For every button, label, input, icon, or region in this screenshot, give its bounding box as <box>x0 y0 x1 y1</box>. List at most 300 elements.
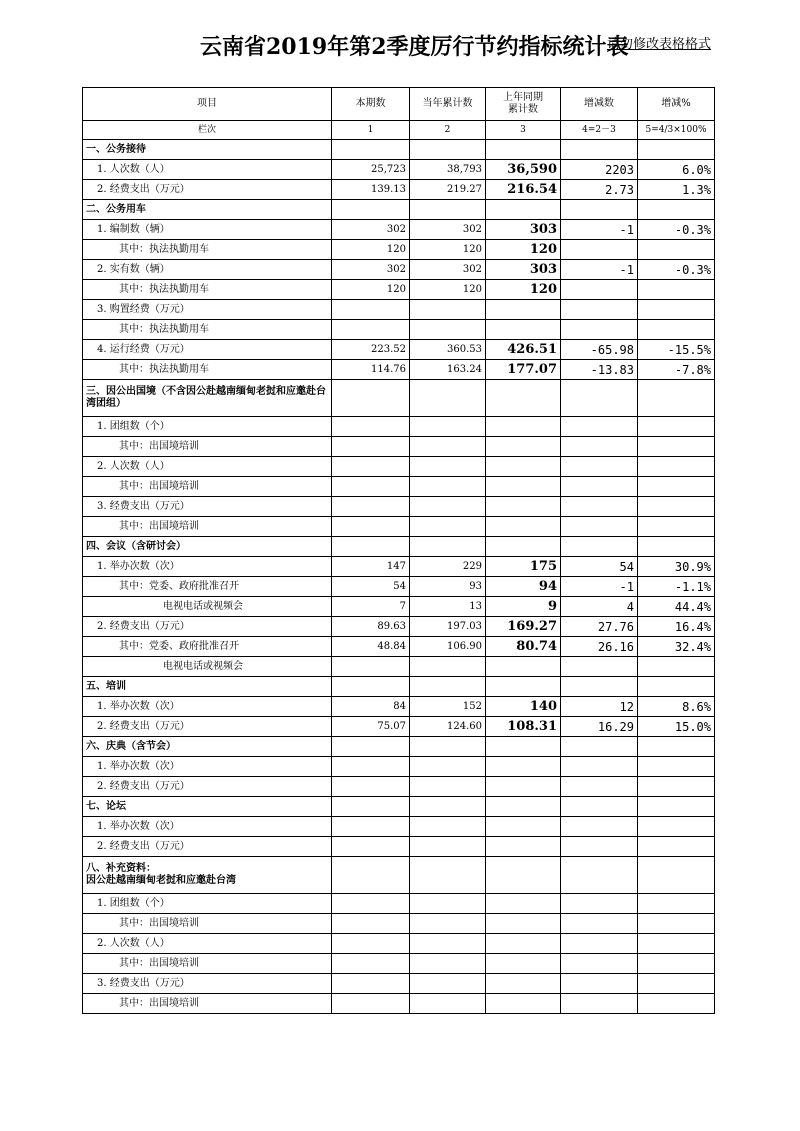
value-cell: 140 <box>486 697 561 717</box>
table-row <box>83 697 715 717</box>
item-label: 2. 人次数（人） <box>83 934 332 954</box>
item-label: 其中：出国境培训 <box>83 517 332 537</box>
value-cell: 7 <box>332 597 410 617</box>
value-cell: 147 <box>332 557 410 577</box>
value-cell <box>561 974 638 994</box>
value-cell <box>486 457 561 477</box>
value-cell: -15.5% <box>638 340 715 360</box>
value-cell <box>332 320 410 340</box>
table-row <box>83 280 715 300</box>
table-row <box>83 894 715 914</box>
item-label: 4. 运行经费（万元） <box>83 340 332 360</box>
value-cell: -7.8% <box>638 360 715 380</box>
section-row <box>83 537 715 557</box>
value-cell: 9 <box>486 597 561 617</box>
value-cell <box>486 954 561 974</box>
item-label: 四、会议（含研讨会） <box>83 537 332 557</box>
index-cell: 4=2－3 <box>561 121 638 140</box>
value-cell <box>410 477 486 497</box>
table-row <box>83 837 715 857</box>
value-cell <box>410 837 486 857</box>
table-row <box>83 597 715 617</box>
value-cell <box>332 677 410 697</box>
value-cell: 16.29 <box>561 717 638 737</box>
table-row <box>83 517 715 537</box>
table-row <box>83 557 715 577</box>
value-cell: 84 <box>332 697 410 717</box>
value-cell <box>410 517 486 537</box>
value-cell: 94 <box>486 577 561 597</box>
value-cell: 302 <box>332 220 410 240</box>
value-cell: 26.16 <box>561 637 638 657</box>
value-cell <box>486 537 561 557</box>
value-cell <box>410 437 486 457</box>
value-cell <box>638 517 715 537</box>
value-cell <box>332 200 410 220</box>
value-cell: 2203 <box>561 160 638 180</box>
value-cell: 223.52 <box>332 340 410 360</box>
item-label: 其中：出国境培训 <box>83 914 332 934</box>
value-cell: -13.83 <box>561 360 638 380</box>
table-row <box>83 360 715 380</box>
value-cell: 175 <box>486 557 561 577</box>
value-cell <box>486 300 561 320</box>
value-cell <box>332 974 410 994</box>
value-cell: 93 <box>410 577 486 597</box>
section-row <box>83 797 715 817</box>
value-cell <box>561 240 638 260</box>
value-cell <box>638 477 715 497</box>
value-cell: 38,793 <box>410 160 486 180</box>
value-cell <box>486 797 561 817</box>
value-cell <box>561 914 638 934</box>
item-label: 3. 经费支出（万元） <box>83 974 332 994</box>
value-cell: 303 <box>486 220 561 240</box>
value-cell: 75.07 <box>332 717 410 737</box>
value-cell <box>561 477 638 497</box>
item-label: 其中：执法执勤用车 <box>83 240 332 260</box>
value-cell <box>561 320 638 340</box>
table-row <box>83 617 715 637</box>
table-row <box>83 497 715 517</box>
value-cell <box>638 737 715 757</box>
value-cell <box>486 677 561 697</box>
value-cell: -65.98 <box>561 340 638 360</box>
item-label: 三、因公出国境（不含因公赴越南缅甸老挝和应邀赴台湾团组） <box>83 380 332 417</box>
value-cell: 229 <box>410 557 486 577</box>
value-cell <box>410 537 486 557</box>
value-cell <box>486 857 561 894</box>
value-cell <box>561 894 638 914</box>
value-cell <box>561 934 638 954</box>
item-label: 其中：出国境培训 <box>83 477 332 497</box>
value-cell <box>561 437 638 457</box>
value-cell: 1.3% <box>638 180 715 200</box>
value-cell <box>486 417 561 437</box>
value-cell <box>638 240 715 260</box>
value-cell <box>486 320 561 340</box>
value-cell <box>561 994 638 1014</box>
value-cell: 197.03 <box>410 617 486 637</box>
value-cell <box>638 300 715 320</box>
value-cell: 54 <box>332 577 410 597</box>
value-cell <box>410 737 486 757</box>
table-row <box>83 934 715 954</box>
index-cell: 2 <box>410 121 486 140</box>
value-cell <box>486 777 561 797</box>
value-cell <box>638 757 715 777</box>
value-cell <box>638 954 715 974</box>
value-cell: 302 <box>332 260 410 280</box>
value-cell <box>332 777 410 797</box>
value-cell <box>561 517 638 537</box>
item-label: 电视电话或视频会 <box>83 597 332 617</box>
item-label: 其中：执法执勤用车 <box>83 320 332 340</box>
value-cell: -1.1% <box>638 577 715 597</box>
value-cell: 120 <box>410 280 486 300</box>
value-cell <box>332 140 410 160</box>
value-cell: 216.54 <box>486 180 561 200</box>
index-row <box>83 121 715 140</box>
item-label: 八、补充资料： 因公赴越南缅甸老挝和应邀赴台湾 <box>83 857 332 894</box>
value-cell <box>410 857 486 894</box>
value-cell <box>638 280 715 300</box>
item-label: 六、庆典（含节会） <box>83 737 332 757</box>
item-label: 电视电话或视频会 <box>83 657 332 677</box>
item-label: 2. 经费支出（万元） <box>83 777 332 797</box>
value-cell: -1 <box>561 577 638 597</box>
value-cell: 120 <box>486 280 561 300</box>
value-cell <box>486 817 561 837</box>
item-label: 2. 经费支出（万元） <box>83 837 332 857</box>
value-cell <box>561 380 638 417</box>
index-cell: 栏次 <box>83 121 332 140</box>
value-cell <box>410 320 486 340</box>
value-cell: 120 <box>332 280 410 300</box>
value-cell <box>638 817 715 837</box>
item-label: 2. 经费支出（万元） <box>83 617 332 637</box>
index-cell: 5=4/3×100% <box>638 121 715 140</box>
value-cell <box>561 757 638 777</box>
value-cell <box>332 657 410 677</box>
value-cell <box>561 497 638 517</box>
value-cell: 89.63 <box>332 617 410 637</box>
value-cell <box>638 417 715 437</box>
table-row <box>83 260 715 280</box>
value-cell: 302 <box>410 220 486 240</box>
value-cell: 54 <box>561 557 638 577</box>
value-cell <box>332 417 410 437</box>
item-label: 2. 经费支出（万元） <box>83 717 332 737</box>
value-cell <box>561 280 638 300</box>
value-cell <box>561 417 638 437</box>
value-cell: 25,723 <box>332 160 410 180</box>
item-label: 2. 人次数（人） <box>83 457 332 477</box>
value-cell <box>561 537 638 557</box>
value-cell <box>332 817 410 837</box>
table-row <box>83 817 715 837</box>
value-cell <box>410 657 486 677</box>
value-cell <box>410 797 486 817</box>
value-cell <box>486 994 561 1014</box>
value-cell: 2.73 <box>561 180 638 200</box>
value-cell: 120 <box>332 240 410 260</box>
section-row <box>83 140 715 160</box>
item-label: 其中：出国境培训 <box>83 437 332 457</box>
value-cell: 6.0% <box>638 160 715 180</box>
value-cell <box>332 994 410 1014</box>
value-cell <box>561 657 638 677</box>
value-cell <box>332 914 410 934</box>
item-label: 2. 实有数（辆） <box>83 260 332 280</box>
item-label: 其中：执法执勤用车 <box>83 280 332 300</box>
value-cell <box>410 677 486 697</box>
table-row <box>83 994 715 1014</box>
item-label: 1. 团组数（个） <box>83 894 332 914</box>
value-cell <box>332 437 410 457</box>
value-cell: -1 <box>561 260 638 280</box>
value-cell <box>486 914 561 934</box>
table-row <box>83 577 715 597</box>
table-row <box>83 300 715 320</box>
item-label: 1. 举办次数（次） <box>83 817 332 837</box>
value-cell <box>486 497 561 517</box>
value-cell <box>410 817 486 837</box>
value-cell <box>486 437 561 457</box>
item-label: 五、培训 <box>83 677 332 697</box>
value-cell: 4 <box>561 597 638 617</box>
value-cell <box>638 837 715 857</box>
table-row <box>83 477 715 497</box>
item-label: 其中：出国境培训 <box>83 954 332 974</box>
table-row <box>83 220 715 240</box>
value-cell: 152 <box>410 697 486 717</box>
value-cell <box>638 437 715 457</box>
value-cell <box>410 757 486 777</box>
table-row <box>83 457 715 477</box>
statistics-table <box>82 87 715 1014</box>
value-cell: -0.3% <box>638 220 715 240</box>
value-cell: 303 <box>486 260 561 280</box>
value-cell <box>638 894 715 914</box>
value-cell: 120 <box>486 240 561 260</box>
value-cell <box>561 300 638 320</box>
table-row <box>83 757 715 777</box>
item-label: 2. 经费支出（万元） <box>83 180 332 200</box>
table-row <box>83 974 715 994</box>
value-cell <box>332 300 410 320</box>
value-cell: 27.76 <box>561 617 638 637</box>
value-cell: 108.31 <box>486 717 561 737</box>
item-label: 一、公务接待 <box>83 140 332 160</box>
section-row <box>83 200 715 220</box>
value-cell <box>486 737 561 757</box>
value-cell <box>561 777 638 797</box>
page-title: 云南省2019年第2季度厉行节约指标统计表 <box>200 34 629 60</box>
format-note: 请勿修改表格格式 <box>607 37 712 52</box>
value-cell <box>486 974 561 994</box>
value-cell <box>486 657 561 677</box>
item-label: 1. 举办次数（次） <box>83 757 332 777</box>
value-cell <box>486 837 561 857</box>
value-cell <box>332 837 410 857</box>
value-cell <box>638 974 715 994</box>
value-cell <box>486 757 561 777</box>
item-label: 二、公务用车 <box>83 200 332 220</box>
value-cell <box>332 797 410 817</box>
value-cell: 13 <box>410 597 486 617</box>
header-cell: 项目 <box>83 88 332 121</box>
table-row <box>83 180 715 200</box>
value-cell: 48.84 <box>332 637 410 657</box>
value-cell <box>638 857 715 894</box>
table-row <box>83 717 715 737</box>
value-cell <box>561 857 638 894</box>
value-cell: 36,590 <box>486 160 561 180</box>
value-cell <box>410 894 486 914</box>
value-cell <box>486 380 561 417</box>
item-label: 七、论坛 <box>83 797 332 817</box>
header-row <box>83 88 715 121</box>
value-cell <box>638 677 715 697</box>
item-label: 3. 经费支出（万元） <box>83 497 332 517</box>
value-cell <box>332 380 410 417</box>
header-cell: 当年累计数 <box>410 88 486 121</box>
section-row <box>83 677 715 697</box>
value-cell <box>638 497 715 517</box>
table-row <box>83 240 715 260</box>
value-cell <box>332 737 410 757</box>
value-cell: 15.0% <box>638 717 715 737</box>
value-cell <box>410 777 486 797</box>
value-cell <box>486 517 561 537</box>
value-cell <box>638 934 715 954</box>
header-cell: 上年同期 累计数 <box>486 88 561 121</box>
value-cell <box>486 477 561 497</box>
value-cell <box>561 200 638 220</box>
value-cell <box>486 200 561 220</box>
value-cell: 32.4% <box>638 637 715 657</box>
value-cell <box>410 994 486 1014</box>
value-cell <box>410 954 486 974</box>
header-cell: 增减% <box>638 88 715 121</box>
value-cell: 16.4% <box>638 617 715 637</box>
table-row <box>83 340 715 360</box>
value-cell <box>332 757 410 777</box>
header-cell: 增减数 <box>561 88 638 121</box>
item-label: 其中：党委、政府批准召开 <box>83 637 332 657</box>
index-cell: 1 <box>332 121 410 140</box>
index-cell: 3 <box>486 121 561 140</box>
value-cell <box>332 537 410 557</box>
value-cell <box>332 477 410 497</box>
table-row <box>83 320 715 340</box>
table-row <box>83 657 715 677</box>
value-cell: 426.51 <box>486 340 561 360</box>
value-cell <box>561 817 638 837</box>
value-cell: 106.90 <box>410 637 486 657</box>
value-cell <box>561 797 638 817</box>
value-cell <box>638 777 715 797</box>
item-label: 其中：执法执勤用车 <box>83 360 332 380</box>
item-label: 1. 举办次数（次） <box>83 557 332 577</box>
value-cell: 114.76 <box>332 360 410 380</box>
value-cell <box>410 380 486 417</box>
value-cell: 8.6% <box>638 697 715 717</box>
value-cell: 124.60 <box>410 717 486 737</box>
value-cell: 169.27 <box>486 617 561 637</box>
value-cell <box>561 737 638 757</box>
value-cell <box>410 300 486 320</box>
section-row <box>83 380 715 417</box>
table-row <box>83 954 715 974</box>
value-cell <box>486 934 561 954</box>
value-cell <box>638 200 715 220</box>
value-cell <box>410 914 486 934</box>
value-cell <box>561 140 638 160</box>
value-cell <box>638 657 715 677</box>
value-cell <box>486 140 561 160</box>
value-cell <box>638 537 715 557</box>
item-label: 1. 举办次数（次） <box>83 697 332 717</box>
header-cell: 本期数 <box>332 88 410 121</box>
value-cell <box>638 380 715 417</box>
value-cell <box>638 914 715 934</box>
value-cell: 44.4% <box>638 597 715 617</box>
table-row <box>83 777 715 797</box>
section-row <box>83 737 715 757</box>
item-label: 其中：党委、政府批准召开 <box>83 577 332 597</box>
value-cell: -1 <box>561 220 638 240</box>
value-cell <box>332 894 410 914</box>
value-cell: 302 <box>410 260 486 280</box>
table-row <box>83 417 715 437</box>
value-cell <box>561 954 638 974</box>
value-cell <box>410 140 486 160</box>
value-cell: 163.24 <box>410 360 486 380</box>
item-label: 1. 团组数（个） <box>83 417 332 437</box>
value-cell: 12 <box>561 697 638 717</box>
value-cell <box>638 140 715 160</box>
value-cell <box>410 974 486 994</box>
value-cell <box>332 517 410 537</box>
value-cell: 360.53 <box>410 340 486 360</box>
table-row <box>83 160 715 180</box>
value-cell <box>332 457 410 477</box>
value-cell <box>410 200 486 220</box>
value-cell: 177.07 <box>486 360 561 380</box>
table-row <box>83 914 715 934</box>
value-cell <box>561 837 638 857</box>
value-cell <box>561 677 638 697</box>
value-cell <box>332 954 410 974</box>
value-cell: -0.3% <box>638 260 715 280</box>
value-cell <box>332 497 410 517</box>
value-cell <box>410 934 486 954</box>
value-cell <box>410 497 486 517</box>
value-cell <box>638 320 715 340</box>
value-cell <box>638 797 715 817</box>
value-cell: 80.74 <box>486 637 561 657</box>
item-label: 1. 人次数（人） <box>83 160 332 180</box>
value-cell: 120 <box>410 240 486 260</box>
value-cell <box>410 417 486 437</box>
value-cell: 219.27 <box>410 180 486 200</box>
table-row <box>83 437 715 457</box>
value-cell: 30.9% <box>638 557 715 577</box>
table-row <box>83 637 715 657</box>
value-cell <box>638 457 715 477</box>
